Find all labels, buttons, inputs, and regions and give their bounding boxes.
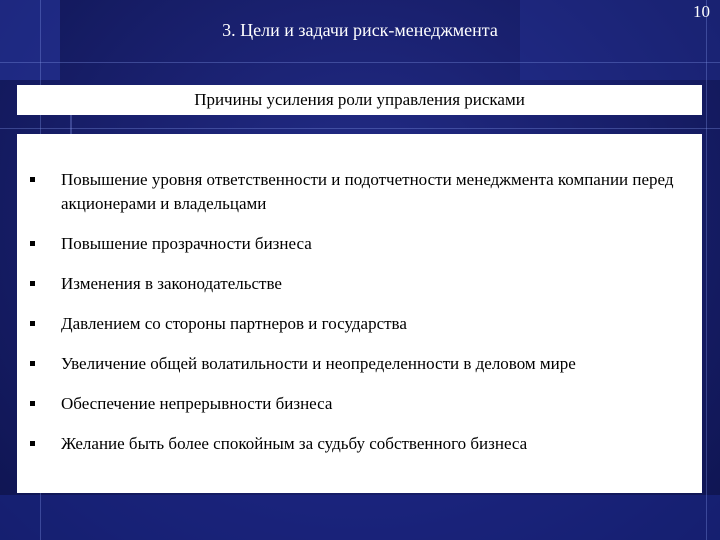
reason-list (17, 168, 702, 472)
subtitle-text: Причины усиления роли управления рисками (194, 90, 525, 109)
square-bullet-icon (30, 441, 35, 446)
decor-block (0, 495, 720, 540)
list-item (17, 392, 702, 416)
square-bullet-icon (30, 401, 35, 406)
list-item (17, 432, 702, 456)
list-item (17, 352, 702, 376)
slide-title: 3. Цели и задачи риск-менеджмента (222, 20, 498, 40)
reason-text: Повышение уровня ответственности и подотчетности менеджмента компании перед акционерами и владельцами (61, 170, 674, 213)
reason-text: Повышение прозрачности бизнеса (61, 234, 312, 253)
reason-text: Давлением со стороны партнеров и государства (61, 314, 407, 333)
reason-text: Обеспечение непрерывности бизнеса (61, 394, 333, 413)
content-panel (17, 134, 702, 493)
list-item (17, 272, 702, 296)
subtitle-bar (17, 85, 702, 115)
square-bullet-icon (30, 321, 35, 326)
reason-text: Изменения в законодательстве (61, 274, 282, 293)
square-bullet-icon (30, 361, 35, 366)
reason-text: Увеличение общей волатильности и неопределенности в деловом мире (61, 354, 576, 373)
decor-line (0, 128, 720, 129)
reason-text: Желание быть более спокойным за судьбу собственного бизнеса (61, 434, 528, 453)
list-item (17, 168, 702, 216)
list-item (17, 232, 702, 256)
square-bullet-icon (30, 177, 35, 182)
decor-line (0, 62, 720, 63)
square-bullet-icon (30, 281, 35, 286)
decor-line (706, 0, 707, 540)
square-bullet-icon (30, 241, 35, 246)
page-number: 10 (693, 2, 710, 21)
list-item (17, 312, 702, 336)
